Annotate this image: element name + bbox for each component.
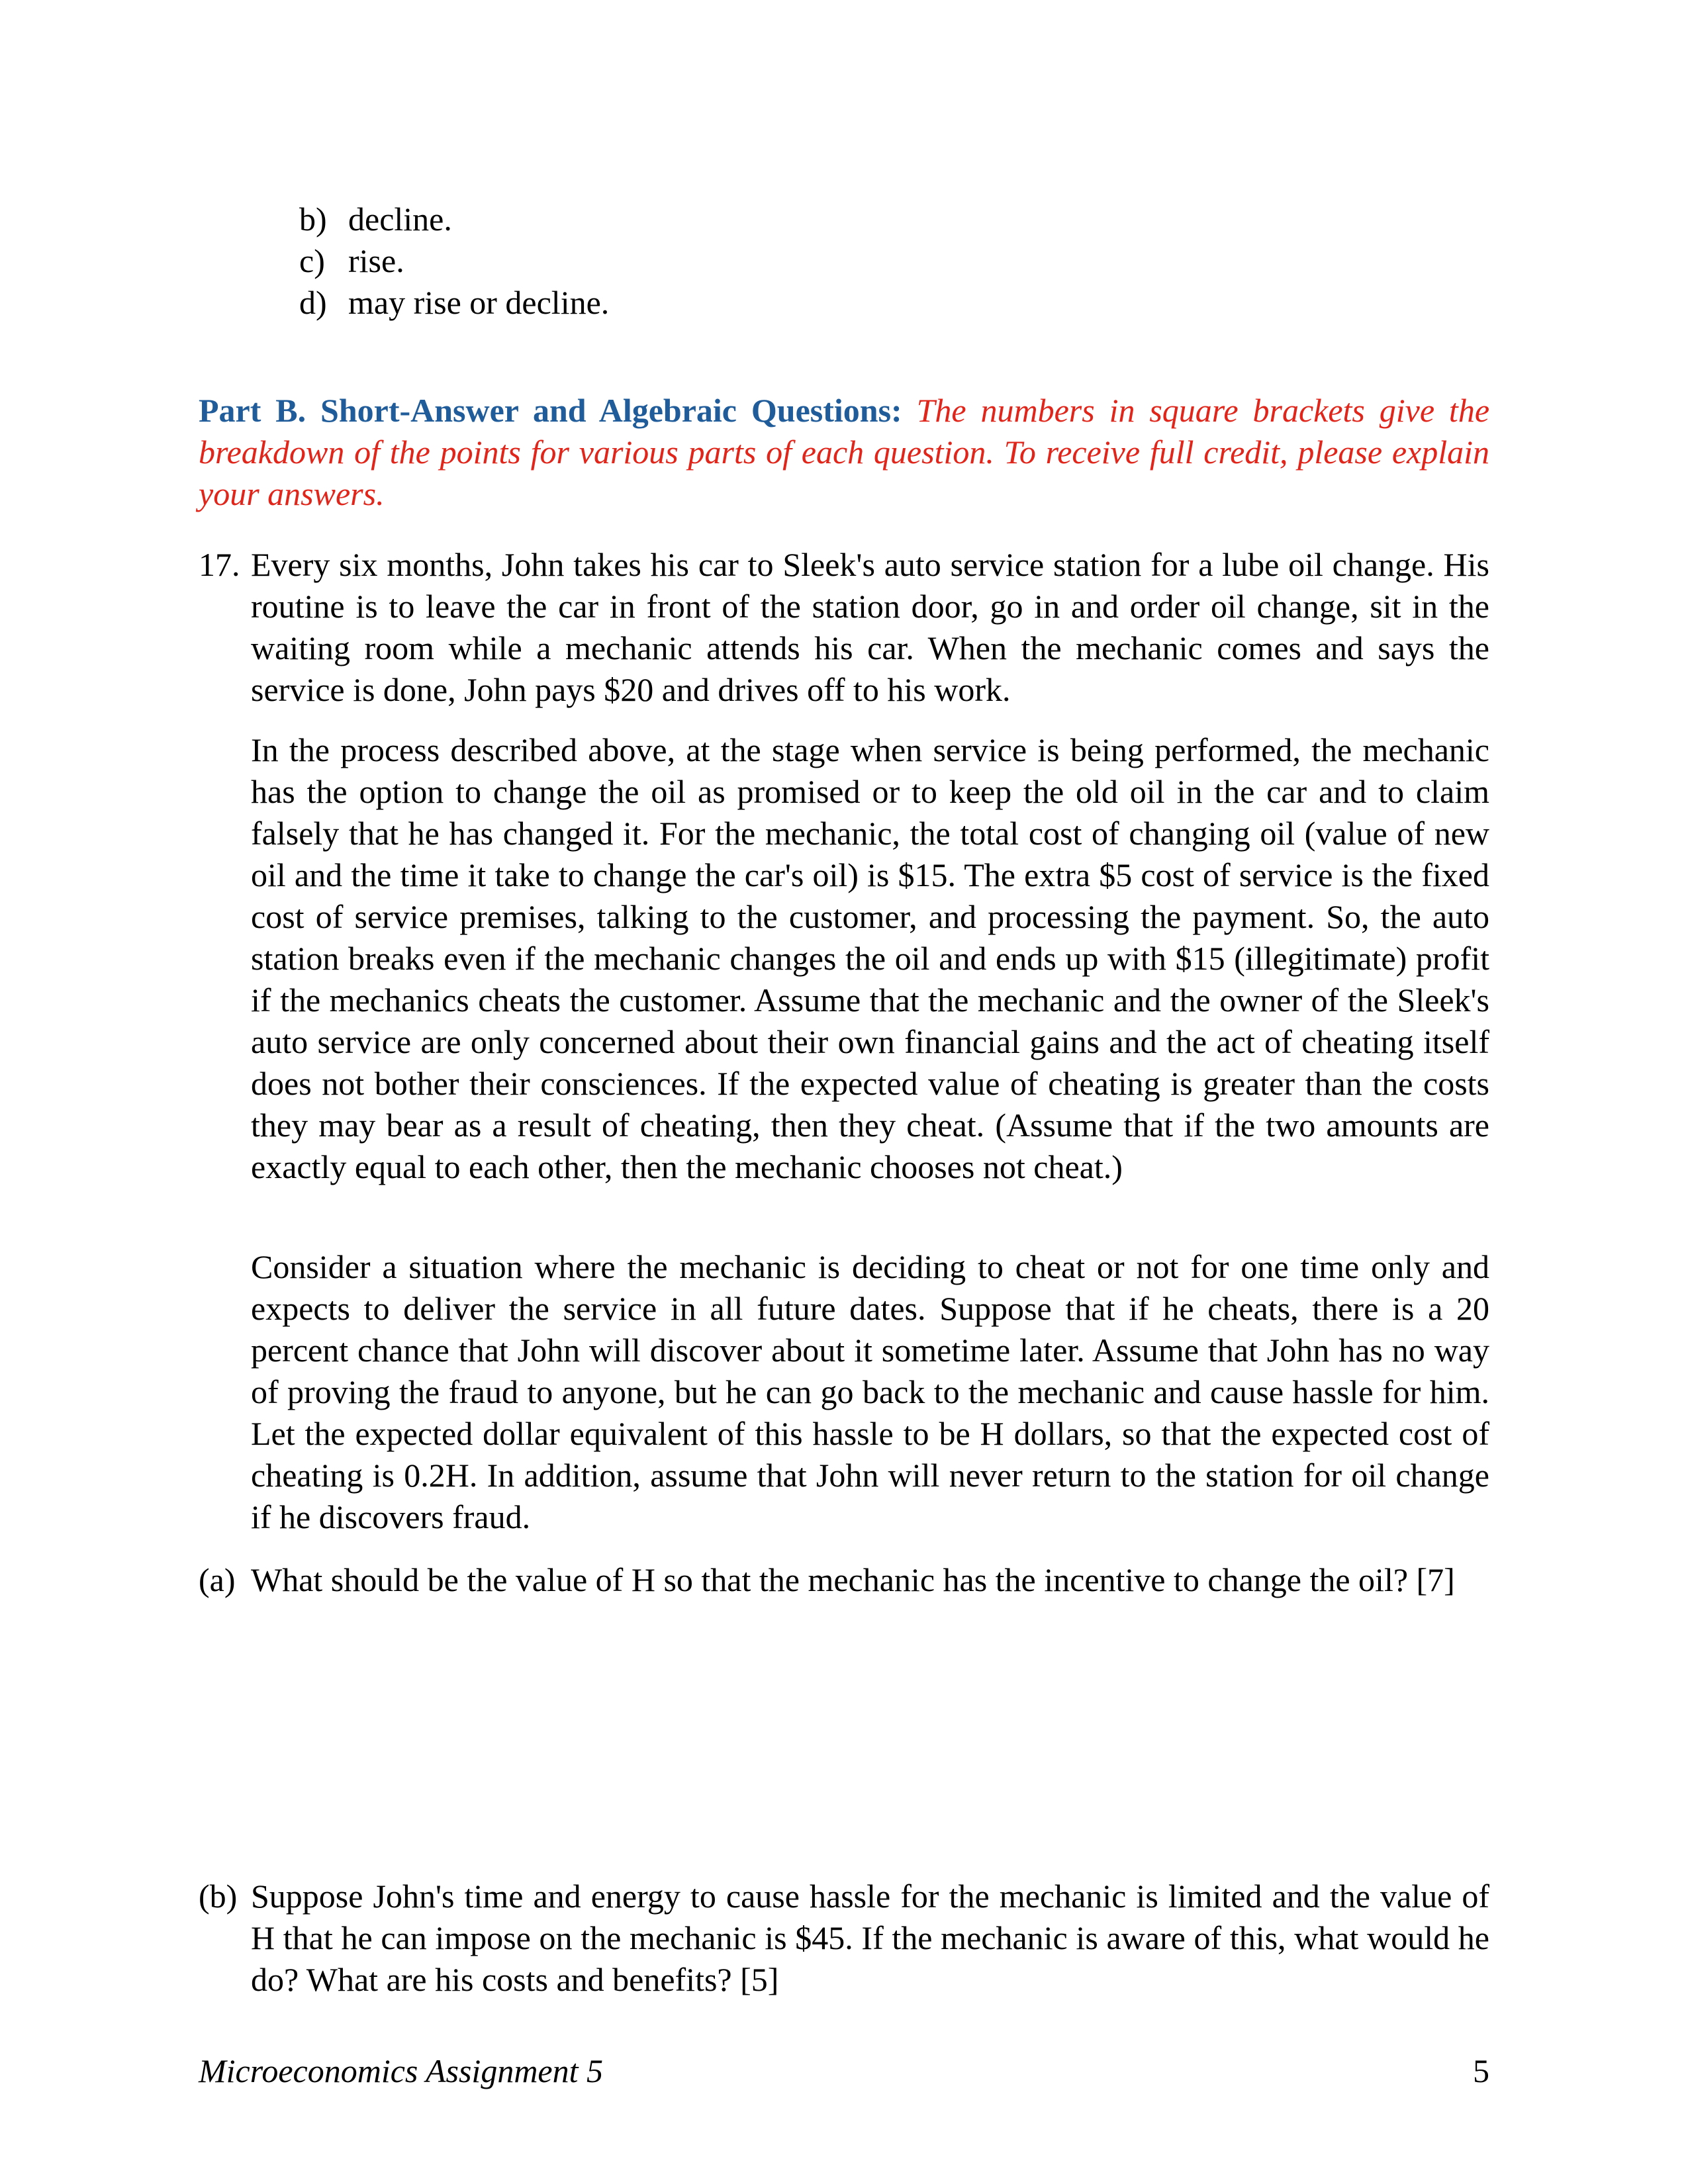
option-letter: c): [299, 242, 325, 279]
subquestion-b-letter: (b): [199, 1878, 238, 1915]
question-17-first-paragraph-row: [199, 544, 1489, 711]
option-text: rise.: [348, 242, 404, 279]
question-17: [199, 544, 1489, 1538]
subquestion-a-letter: (a): [199, 1561, 236, 1598]
option-row-b: [299, 199, 1489, 240]
question-paragraph-2: In the process described above, at the stage when service is being performed, the mechanic has the option to change the oil as promised or to keep the old oil in the car and to claim falsely that he has changed it. For the mechanic, the total cost of changing oil (value of new oil and the time it take to change the car's oil) is $15. The extra $5 cost of service is the fixed cost of service premises, talking to the customer, and processing the payment. So, the auto station breaks even if the mechanic changes the oil and ends up with $15 (illegitimate) profit if the mechanics cheats the customer. Assume that the mechanic and the owner of the Sleek's auto service are only concerned about their own financial gains and the act of cheating itself does not bother their consciences. If the expected value of cheating is greater than the costs they may bear as a result of cheating, then they cheat. (Assume that if the two amounts are exactly equal to each other, then the mechanic chooses not cheat.): [251, 731, 1489, 1185]
footer-document-title: Microeconomics Assignment 5: [199, 2052, 604, 2089]
option-letter: d): [299, 284, 327, 321]
subquestion-a: [199, 1559, 1489, 1601]
question-paragraph-3: Consider a situation where the mechanic is deciding to cheat or not for one time only and expects to deliver the service in all future dates. Suppose that if he cheats, there is a 20 percent chance that John will discover about it sometime later. Assume that John has no way of proving the fraud to anyone, but he can go back to the mechanic and cause hassle for him. Let the expected dollar equivalent of this hassle to be H dollars, so that the expected cost of cheating is 0.2H. In addition, assume that John will never return to the station for oil change if he discovers fraud.: [251, 1248, 1489, 1535]
question-paragraph-1: Every six months, John takes his car to Sleek's auto service station for a lube oil change. His routine is to leave the car in front of the station door, go in and order oil change, sit in the waiting room while a mechanic attends his car. When the mechanic comes and says the service is done, John pays $20 and drives off to his work.: [251, 546, 1489, 708]
option-row-d: [299, 282, 1489, 324]
subquestion-b-text: Suppose John's time and energy to cause hassle for the mechanic is limited and the value of H that he can impose on the mechanic is $45. If the mechanic is aware of this, what would he do? What are his costs and benefits? [5]: [251, 1878, 1489, 1998]
subquestion-a-text: What should be the value of H so that the mechanic has the incentive to change the oil? [7]: [251, 1561, 1455, 1598]
footer-page-number: 5: [1473, 2052, 1489, 2089]
page-footer: [199, 2050, 1489, 2092]
option-row-c: [299, 240, 1489, 282]
option-letter: b): [299, 201, 327, 238]
part-b-heading-title: Part B. Short-Answer and Algebraic Questions:: [199, 392, 902, 429]
multiple-choice-options: [299, 199, 1489, 324]
question-number: 17.: [199, 546, 240, 583]
part-b-heading-note: The numbers in square brackets give the breakdown of the points for various parts of each question. To receive full credit, please explain your answers.: [199, 392, 1490, 512]
option-text: may rise or decline.: [348, 284, 610, 321]
option-text: decline.: [348, 201, 452, 238]
subquestion-b: [199, 1876, 1489, 2001]
part-b-heading: [199, 390, 1489, 515]
